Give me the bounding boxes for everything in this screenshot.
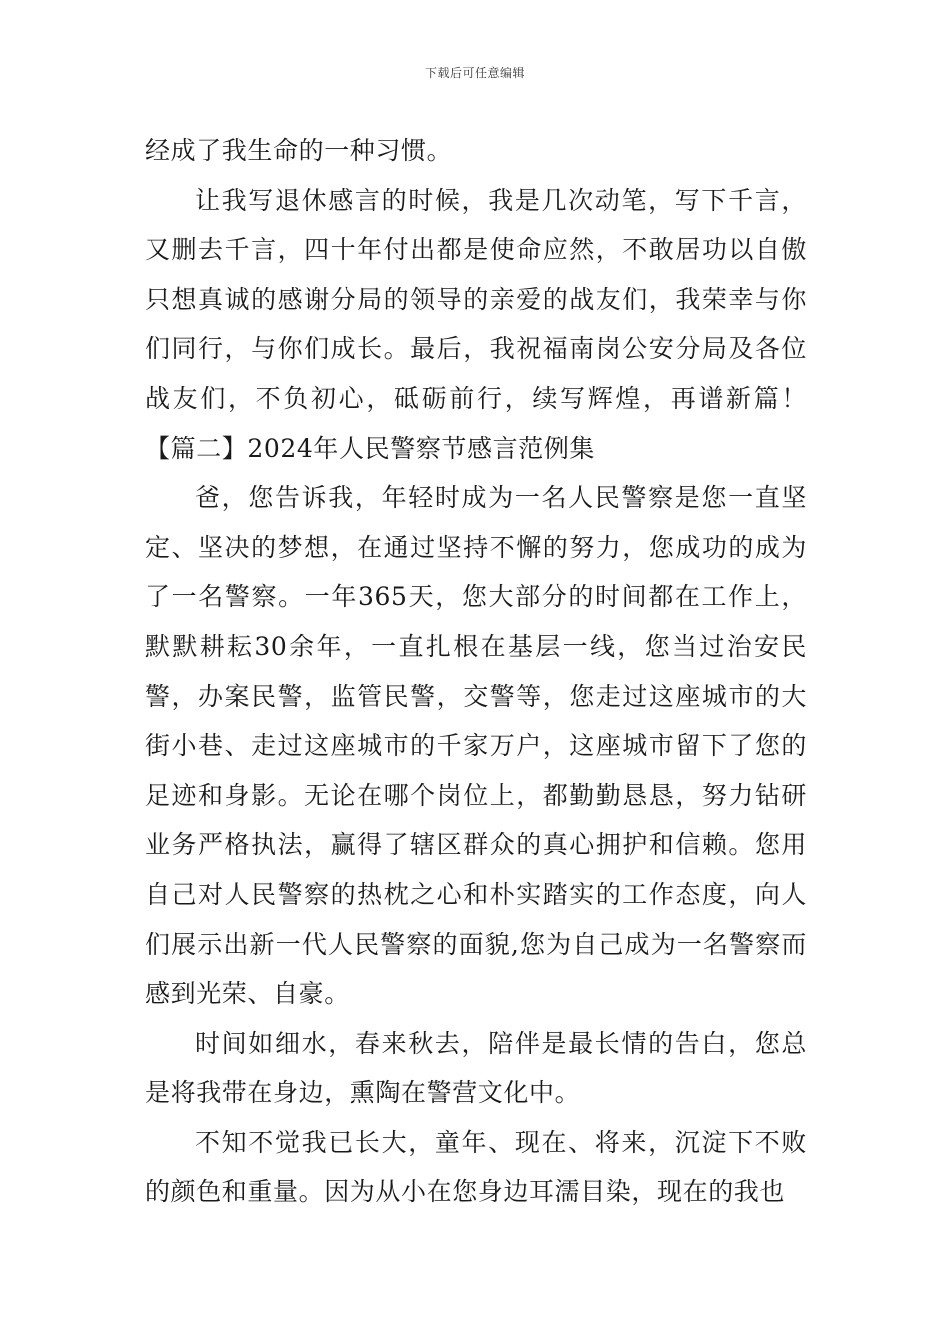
page-header: 下载后可任意编辑 bbox=[424, 66, 525, 80]
document-body bbox=[145, 126, 807, 1217]
paragraph: 不知不觉我已长大，童年、现在、将来，沉淀下不败的颜色和重量。因为从小在您身边耳濡目染，现在的我也 bbox=[145, 1127, 807, 1207]
paragraph: 爸，您告诉我，年轻时成为一名人民警察是您一直坚定、坚决的梦想，在通过坚持不懈的努力，您成功的成为了一名警察。一年365天，您大部分的时间都在工作上，默默耕耘30余年，一直扎根在基层一线，您当过治安民警，办案民警，监管民警，交警等，您走过这座城市的大街小巷、走过这座城市的千家万户，这座城市留下了您的足迹和身影。无论在哪个岗位上，都勤勤恳恳，努力钻研业务严格执法，赢得了辖区群众的真心拥护和信赖。您用自己对人民警察的热枕之心和朴实踏实的工作态度，向人们展示出新一代人民警察的面貌,您为自己成为一名警察而感到光荣、自豪。 bbox=[145, 483, 807, 1009]
paragraph: 让我写退休感言的时候，我是几次动笔，写下千言，又删去千言，四十年付出都是使命应然，不敢居功以自傲只想真诚的感谢分局的领导的亲爱的战友们，我荣幸与你们同行，与你们成长。最后，我祝福南岗公安分局及各位战友们，不负初心，砥砺前行，续写辉煌，再谱新篇！【篇二】2024年人民警察节感言范例集 bbox=[145, 185, 807, 463]
paragraph-continuation: 经成了我生命的一种习惯。 bbox=[145, 136, 453, 165]
paragraph: 时间如细水，春来秋去，陪伴是最长情的告白，您总是将我带在身边，熏陶在警营文化中。 bbox=[145, 1028, 807, 1108]
